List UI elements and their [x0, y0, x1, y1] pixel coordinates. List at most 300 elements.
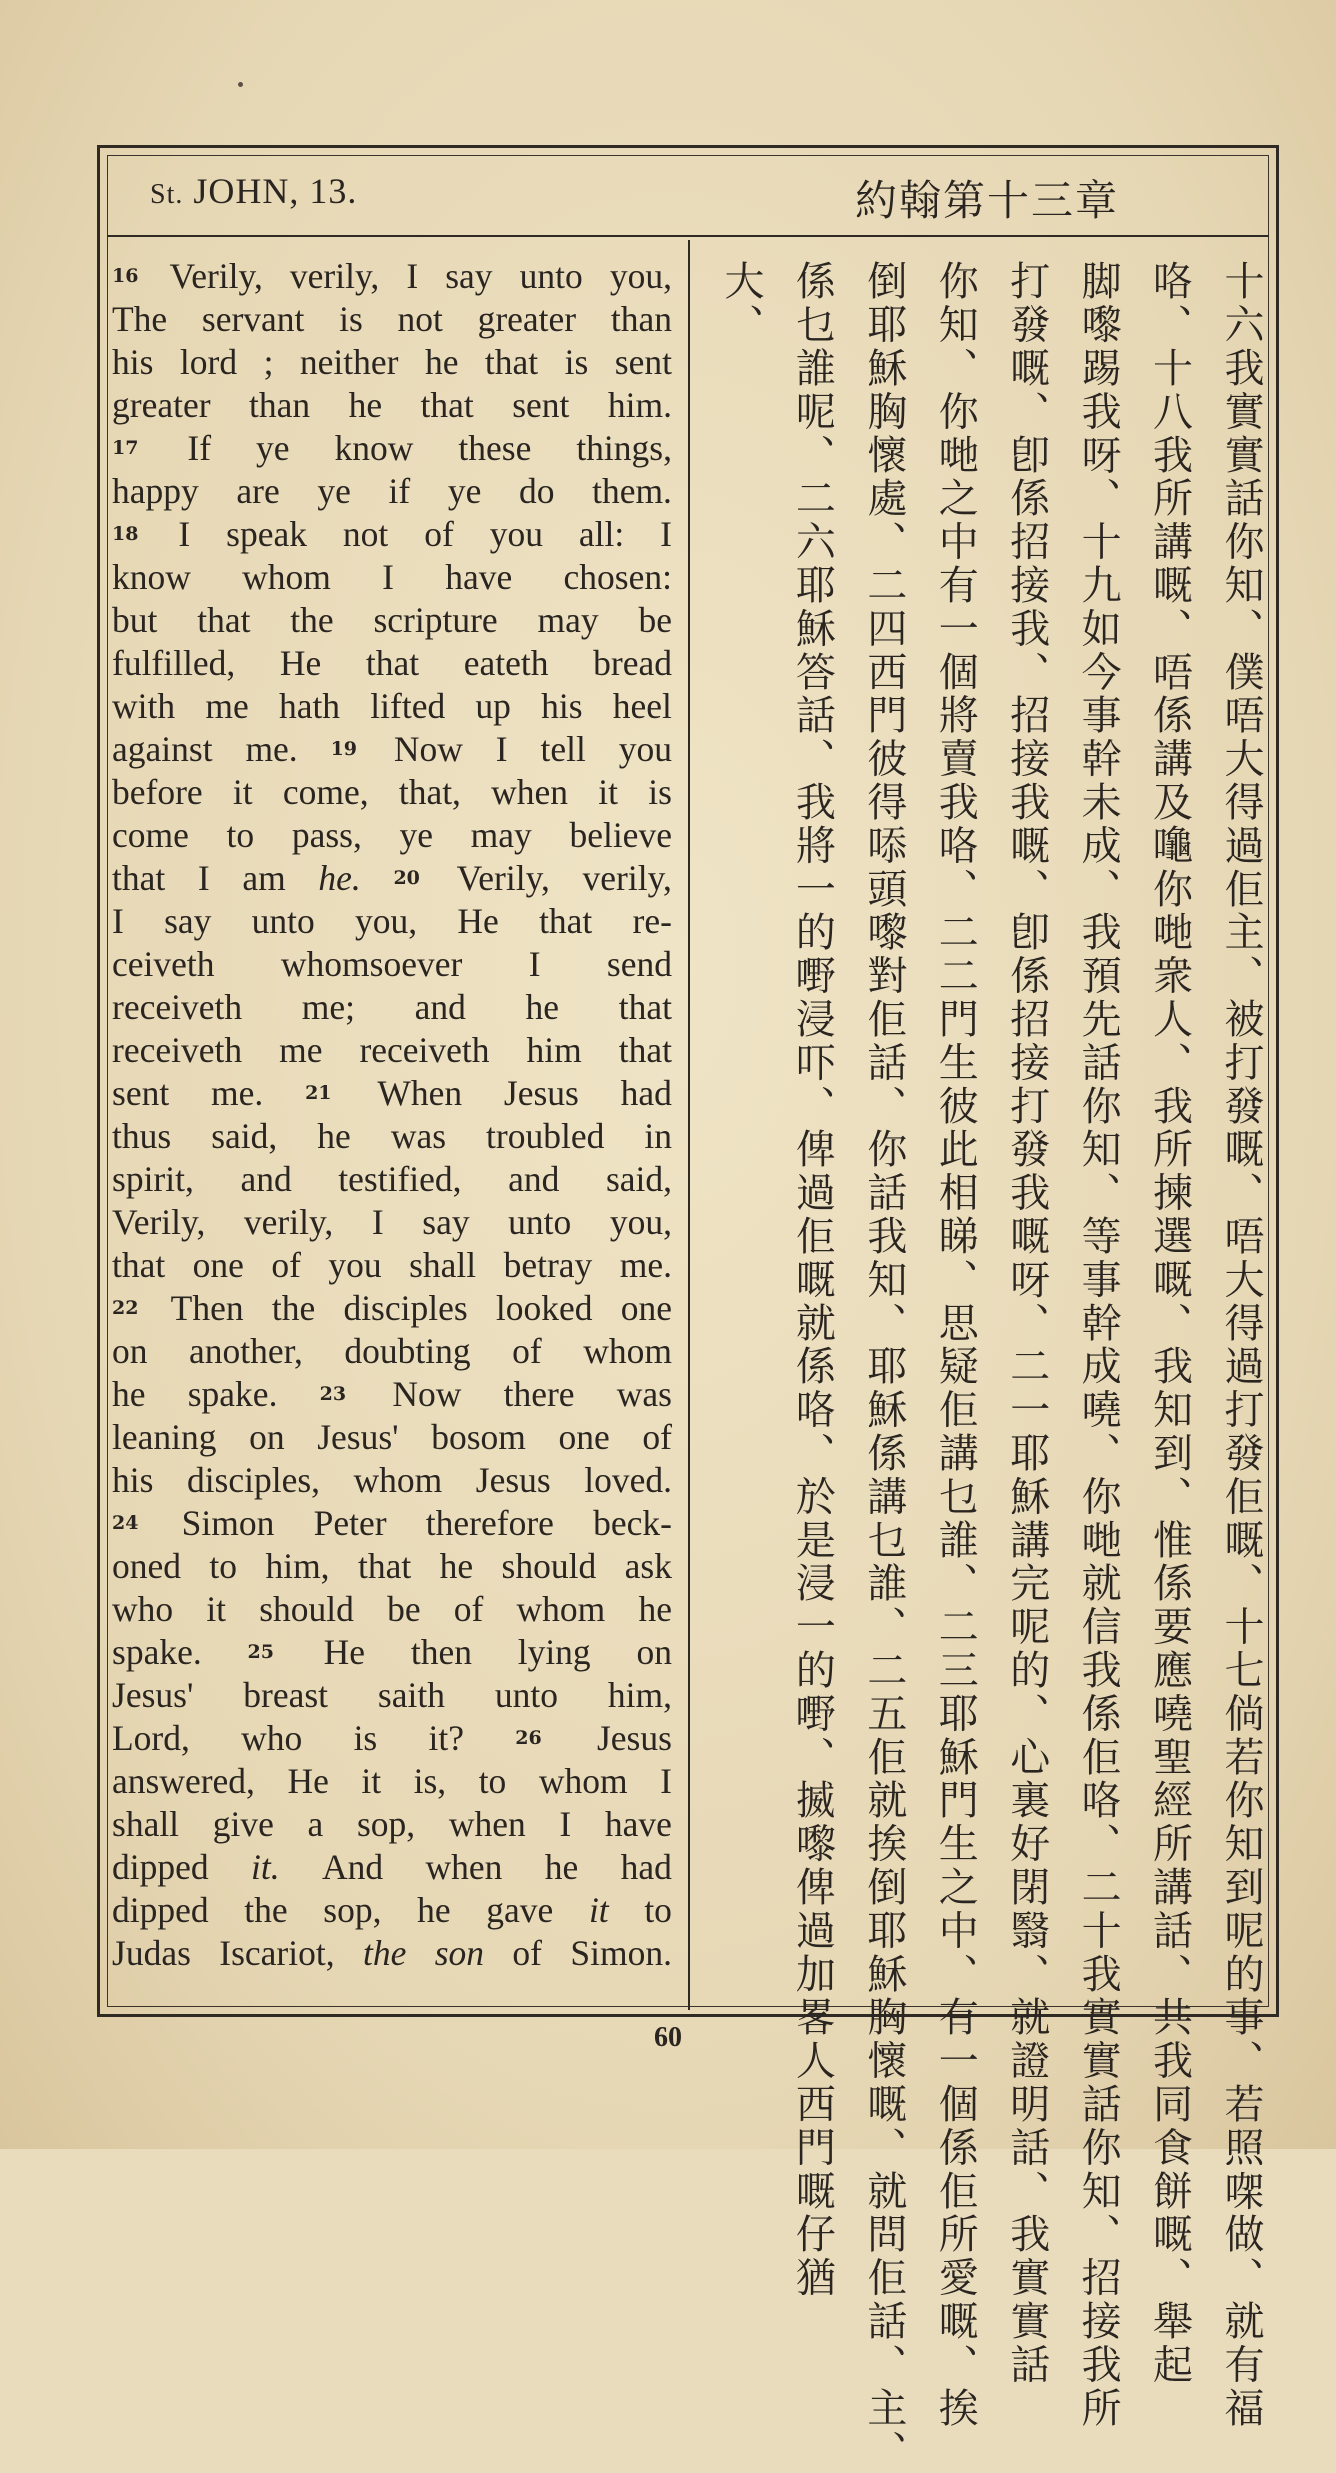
- word: and: [414, 987, 466, 1027]
- word: whom: [538, 1761, 628, 1801]
- verse-number: 21: [305, 1082, 332, 1104]
- verse-number: 19: [330, 738, 358, 760]
- word: Jesus: [503, 1073, 579, 1113]
- english-line: [112, 1717, 672, 1760]
- word: than: [610, 299, 672, 339]
- word: is: [339, 299, 363, 339]
- word: therefore: [425, 1503, 554, 1543]
- word: come,: [282, 772, 369, 812]
- word: and: [240, 1159, 292, 1199]
- italic-word: it: [588, 1890, 609, 1930]
- english-line: [112, 728, 672, 771]
- word: him.: [607, 385, 672, 425]
- word: on: [249, 1417, 285, 1457]
- verse-number: 25: [247, 1641, 274, 1663]
- word: Now: [392, 1374, 462, 1414]
- word: it: [206, 1589, 227, 1629]
- word: Peter: [313, 1503, 387, 1543]
- word: may: [470, 815, 532, 855]
- word: had: [620, 1073, 672, 1113]
- word: his: [112, 1460, 154, 1500]
- word: disciples: [343, 1288, 468, 1328]
- word: I: [660, 1761, 672, 1801]
- word: I: [406, 256, 419, 296]
- word: that: [618, 987, 672, 1027]
- word: heel: [612, 686, 672, 726]
- word: who: [241, 1718, 303, 1758]
- word: that: [112, 1245, 166, 1285]
- word: he: [348, 385, 383, 425]
- word: them.: [592, 471, 672, 511]
- word: me: [205, 686, 249, 726]
- word: disciples,: [186, 1460, 321, 1500]
- word: receiveth: [359, 1030, 490, 1070]
- word: If: [187, 428, 212, 468]
- word: sop,: [323, 1890, 382, 1930]
- word: answered,: [112, 1761, 255, 1801]
- word: he: [544, 1847, 579, 1887]
- word: ;: [263, 342, 274, 382]
- word: should: [501, 1546, 597, 1586]
- word: he: [439, 1546, 474, 1586]
- chinese-text-column-4: 打發嘅、卽係招接我、招接我嘅、卽係招接打發我嘅呀、二一耶穌講完呢的、心裏好閉翳、就證明話、我實實話: [1003, 260, 1050, 2387]
- word: send: [606, 944, 672, 984]
- word: Jesus: [475, 1460, 551, 1500]
- word: I: [559, 1804, 572, 1844]
- word: that: [539, 901, 593, 941]
- english-line: [112, 642, 672, 685]
- word: oned: [112, 1546, 182, 1586]
- word: have: [445, 557, 513, 597]
- word: spirit,: [112, 1159, 194, 1199]
- word: against: [112, 729, 213, 769]
- column-divider: [688, 240, 690, 2010]
- word: of: [512, 1933, 542, 1973]
- word: doubting: [344, 1331, 471, 1371]
- english-line: [112, 1588, 672, 1631]
- word: up: [475, 686, 511, 726]
- word: said,: [605, 1159, 672, 1199]
- english-line: [112, 1373, 672, 1416]
- word: ye: [256, 428, 290, 468]
- word: lying: [517, 1632, 591, 1672]
- word: on: [112, 1331, 148, 1371]
- english-line: [112, 1115, 672, 1158]
- word: gave: [486, 1890, 554, 1930]
- verse-number: 20: [393, 867, 420, 889]
- english-line: [112, 1244, 672, 1287]
- word: leaning: [112, 1417, 217, 1457]
- word: ceiveth: [112, 944, 215, 984]
- word: you: [328, 1245, 382, 1285]
- word: dipped: [112, 1847, 209, 1887]
- word: you: [489, 514, 543, 554]
- word: believe: [569, 815, 672, 855]
- word: whom: [583, 1331, 672, 1371]
- word: sent: [512, 385, 570, 425]
- word: Then: [170, 1288, 244, 1328]
- verse-number: 23: [319, 1383, 347, 1405]
- chinese-text-column-7: 係乜誰呢、二六耶穌答話、我將一的嘢浸吓、俾過佢嘅就係咯、於是浸一的嘢、揻嚟俾過加畧人西門嘅仔猶: [789, 260, 836, 2300]
- word: Simon: [181, 1503, 275, 1543]
- word: The: [112, 299, 168, 339]
- word: sop,: [356, 1804, 416, 1844]
- word: ask: [624, 1546, 672, 1586]
- word: ye: [447, 471, 482, 511]
- word: of: [512, 1331, 542, 1371]
- word: it?: [428, 1718, 464, 1758]
- english-line: [112, 1760, 672, 1803]
- word: on: [636, 1632, 672, 1672]
- english-title-rest: JOHN, 13.: [183, 171, 358, 211]
- word: the: [244, 1890, 288, 1930]
- chinese-text-column-5: 你知、你哋之中有一個將賣我咯、二二門生彼此相睇、思疑佢講乜誰、二三耶穌門生之中、有一個係佢所愛嘅、挨: [932, 260, 979, 2430]
- english-line: [112, 1459, 672, 1502]
- word: he: [525, 987, 560, 1027]
- word: be: [638, 600, 672, 640]
- word: Jesus': [112, 1675, 194, 1715]
- word: He: [323, 1632, 366, 1672]
- word: looked: [495, 1288, 593, 1328]
- word: scripture: [373, 600, 498, 640]
- word: that: [618, 1030, 672, 1070]
- word: I: [495, 729, 508, 769]
- word: he: [317, 1116, 351, 1156]
- word: me;: [301, 987, 355, 1027]
- word: me.: [245, 729, 298, 769]
- word: Iscariot,: [219, 1933, 335, 1973]
- word: then: [410, 1632, 472, 1672]
- word: he: [417, 1890, 451, 1930]
- word: all:: [578, 514, 625, 554]
- word: chosen:: [563, 557, 672, 597]
- word: breast: [243, 1675, 329, 1715]
- word: that: [357, 1546, 412, 1586]
- word: sent: [112, 1073, 170, 1113]
- chinese-text-column: [715, 260, 1265, 2473]
- word: do: [518, 471, 555, 511]
- word: me.: [211, 1073, 264, 1113]
- word: thus: [112, 1116, 172, 1156]
- english-line: [112, 857, 672, 900]
- word: am: [242, 858, 286, 898]
- word: unto: [494, 1675, 558, 1715]
- word: it: [361, 1761, 382, 1801]
- paper-speck: [238, 82, 243, 87]
- word: lifted: [370, 686, 446, 726]
- chinese-text-column-8: 大、: [718, 260, 764, 347]
- english-line: [112, 556, 672, 599]
- word: may: [537, 600, 599, 640]
- word: shall: [112, 1804, 180, 1844]
- word: sent: [614, 342, 672, 382]
- word: unto: [251, 901, 315, 941]
- word: greater: [112, 385, 211, 425]
- word: I: [660, 514, 672, 554]
- word: his: [112, 342, 154, 382]
- word: say: [422, 1202, 470, 1242]
- word: of: [271, 1245, 301, 1285]
- word: re-: [632, 901, 672, 941]
- word: I: [197, 858, 210, 898]
- word: verily,: [289, 256, 380, 296]
- word: ye: [317, 471, 351, 511]
- word: when: [425, 1847, 503, 1887]
- chinese-text-column-3: 脚嚟踢我呀、十九如今事幹未成、我預先話你知、等事幹成嘵、你哋就信我係佢咯、二十我實實話你知、招接我所: [1075, 260, 1122, 2430]
- english-line: [112, 255, 672, 298]
- word: unto: [508, 1202, 572, 1242]
- english-line: [112, 298, 672, 341]
- word: of: [424, 514, 454, 554]
- word: is: [648, 772, 672, 812]
- word: Jesus: [596, 1718, 672, 1758]
- word: He: [279, 643, 322, 683]
- word: bread: [593, 643, 672, 683]
- word: that: [420, 385, 474, 425]
- word: Verily,: [456, 858, 550, 898]
- word: had: [620, 1847, 672, 1887]
- word: when: [491, 772, 569, 812]
- italic-word: the: [362, 1933, 407, 1973]
- word: me.: [619, 1245, 672, 1285]
- word: one: [558, 1417, 610, 1457]
- word: not: [397, 299, 443, 339]
- word: Verily,: [112, 1202, 206, 1242]
- word: be: [387, 1589, 421, 1629]
- english-text-column: [112, 255, 672, 1975]
- word: that: [365, 643, 420, 683]
- word: is: [353, 1718, 378, 1758]
- english-line: [112, 1029, 672, 1072]
- english-line: [112, 1674, 672, 1717]
- english-line: [112, 341, 672, 384]
- word: of: [642, 1417, 672, 1457]
- word: pass,: [291, 815, 362, 855]
- word: not: [342, 514, 389, 554]
- word: Judas: [112, 1933, 191, 1973]
- word: was: [616, 1374, 672, 1414]
- word: there: [503, 1374, 575, 1414]
- english-line: [112, 1201, 672, 1244]
- word: Now: [393, 729, 463, 769]
- word: unto: [519, 256, 583, 296]
- english-line: [112, 1287, 672, 1330]
- word: troubled: [486, 1116, 605, 1156]
- english-line: [112, 470, 672, 513]
- word: whom: [242, 557, 331, 597]
- word: whom: [353, 1460, 443, 1500]
- page-number: 60: [654, 2022, 682, 2053]
- english-line: [112, 1631, 672, 1674]
- english-line: [112, 1846, 672, 1889]
- word: I: [112, 901, 124, 941]
- word: shall: [409, 1245, 477, 1285]
- verse-number: 26: [515, 1727, 542, 1749]
- word: and: [508, 1159, 560, 1199]
- word: that: [112, 858, 166, 898]
- word: eateth: [463, 643, 549, 683]
- word: spake.: [112, 1632, 202, 1672]
- chinese-text-column-2: 咯、十八我所講嘅、唔係講及𪚩你哋衆人、我所揀選嘅、我知到、惟係要應嘵聖經所講話、共我同食餅嘅、舉起: [1146, 260, 1193, 2387]
- english-line: [112, 1502, 672, 1545]
- word: Jesus': [317, 1417, 399, 1457]
- word: dipped: [112, 1890, 209, 1930]
- word: to: [209, 1546, 238, 1586]
- word: to: [226, 815, 255, 855]
- chinese-text-column-6: 倒耶穌胸懷處、二四西門彼得㖭頭嚟對佢話、你話我知、耶穌係講乜誰、二五佢就挨倒耶穌胸懷嘅、就問佢話、主、: [860, 260, 907, 2473]
- english-line: [112, 943, 672, 986]
- word: Simon.: [570, 1933, 672, 1973]
- word: happy: [112, 471, 199, 511]
- word: who: [112, 1589, 174, 1629]
- word: whom: [516, 1589, 606, 1629]
- word: loved.: [584, 1460, 672, 1500]
- word: he: [638, 1589, 672, 1629]
- word: that: [197, 600, 251, 640]
- word: you,: [609, 1202, 672, 1242]
- english-title-prefix: St.: [150, 179, 184, 210]
- word: him,: [265, 1546, 330, 1586]
- word: him,: [607, 1675, 672, 1715]
- word: come: [112, 815, 189, 855]
- word: receiveth: [112, 1030, 243, 1070]
- word: ye: [399, 815, 434, 855]
- verse-number: 24: [112, 1512, 139, 1534]
- word: tell: [540, 729, 586, 769]
- word: greater: [477, 299, 577, 339]
- word: he: [424, 342, 459, 382]
- word: verily,: [243, 1202, 334, 1242]
- verse-number: 16: [112, 265, 139, 287]
- word: another,: [189, 1331, 303, 1371]
- word: things,: [576, 428, 672, 468]
- english-line: [112, 513, 672, 556]
- word: I: [528, 944, 541, 984]
- word: lord: [179, 342, 238, 382]
- word: you,: [609, 256, 672, 296]
- word: should: [259, 1589, 354, 1629]
- italic-word: son: [434, 1933, 485, 1973]
- chinese-running-title: 約翰第十三章: [855, 176, 1120, 225]
- word: with: [112, 686, 176, 726]
- word: the: [271, 1288, 316, 1328]
- english-line: [112, 1416, 672, 1459]
- word: it: [232, 772, 253, 812]
- word: you,: [355, 901, 418, 941]
- word: bosom: [431, 1417, 526, 1457]
- english-line: [112, 986, 672, 1029]
- english-line: [112, 1158, 672, 1201]
- word: is: [564, 342, 589, 382]
- english-line: [112, 771, 672, 814]
- word: know: [334, 428, 414, 468]
- word: that,: [398, 772, 461, 812]
- word: than: [248, 385, 311, 425]
- italic-word: he.: [318, 858, 361, 898]
- verse-number: 18: [112, 523, 139, 545]
- word: one: [620, 1288, 672, 1328]
- word: Lord,: [112, 1718, 190, 1758]
- english-line: [112, 900, 672, 943]
- english-line: [112, 599, 672, 642]
- english-line: [112, 1803, 672, 1846]
- word: know: [112, 557, 191, 597]
- english-line: [112, 427, 672, 470]
- english-line: [112, 1932, 672, 1975]
- word: before: [112, 772, 203, 812]
- word: say: [164, 901, 212, 941]
- word: if: [388, 471, 411, 511]
- word: to: [478, 1761, 507, 1801]
- word: one: [192, 1245, 244, 1285]
- word: he: [112, 1374, 146, 1414]
- word: I: [382, 557, 394, 597]
- word: was: [390, 1116, 447, 1156]
- word: And: [321, 1847, 384, 1887]
- word: neither: [299, 342, 399, 382]
- english-line: [112, 384, 672, 427]
- word: fulfilled,: [112, 643, 236, 683]
- word: it: [598, 772, 619, 812]
- word: of: [453, 1589, 484, 1629]
- word: I: [371, 1202, 384, 1242]
- word: verily,: [582, 858, 672, 898]
- word: him: [526, 1030, 582, 1070]
- english-line: [112, 1545, 672, 1588]
- word: said,: [211, 1116, 278, 1156]
- word: give: [212, 1804, 274, 1844]
- english-line: [112, 1330, 672, 1373]
- chinese-text-column-1: 十六我實實話你知、僕唔大得過佢主、被打發嘅、唔大得過打發佢嘅、十七倘若你知到呢的事、若照㗎做、就有福: [1217, 260, 1264, 2430]
- word: are: [236, 471, 280, 511]
- english-line: [112, 814, 672, 857]
- english-running-title: [150, 170, 357, 212]
- word: servant: [201, 299, 305, 339]
- word: testified,: [338, 1159, 462, 1199]
- word: spake.: [187, 1374, 278, 1414]
- word: you: [618, 729, 672, 769]
- word: a: [307, 1804, 324, 1844]
- verse-number: 22: [112, 1297, 139, 1319]
- verse-number: 17: [112, 437, 139, 459]
- english-line: [112, 685, 672, 728]
- word: me: [279, 1030, 323, 1070]
- word: When: [377, 1073, 463, 1113]
- word: that: [484, 342, 539, 382]
- word: these: [458, 428, 532, 468]
- word: speak: [226, 514, 307, 554]
- word: I: [178, 514, 191, 554]
- word: have: [604, 1804, 672, 1844]
- word: saith: [377, 1675, 445, 1715]
- word: is,: [413, 1761, 447, 1801]
- word: but: [112, 600, 158, 640]
- word: to: [644, 1890, 672, 1930]
- word: his: [541, 686, 583, 726]
- word: beck-: [593, 1503, 672, 1543]
- word: receiveth: [112, 987, 243, 1027]
- word: in: [644, 1116, 672, 1156]
- word: He: [287, 1761, 329, 1801]
- word: say: [445, 256, 493, 296]
- word: when: [448, 1804, 526, 1844]
- word: the: [290, 600, 334, 640]
- english-line: [112, 1072, 672, 1115]
- word: Verily,: [169, 256, 263, 296]
- word: whomsoever: [280, 944, 463, 984]
- word: He: [457, 901, 499, 941]
- word: hath: [278, 686, 341, 726]
